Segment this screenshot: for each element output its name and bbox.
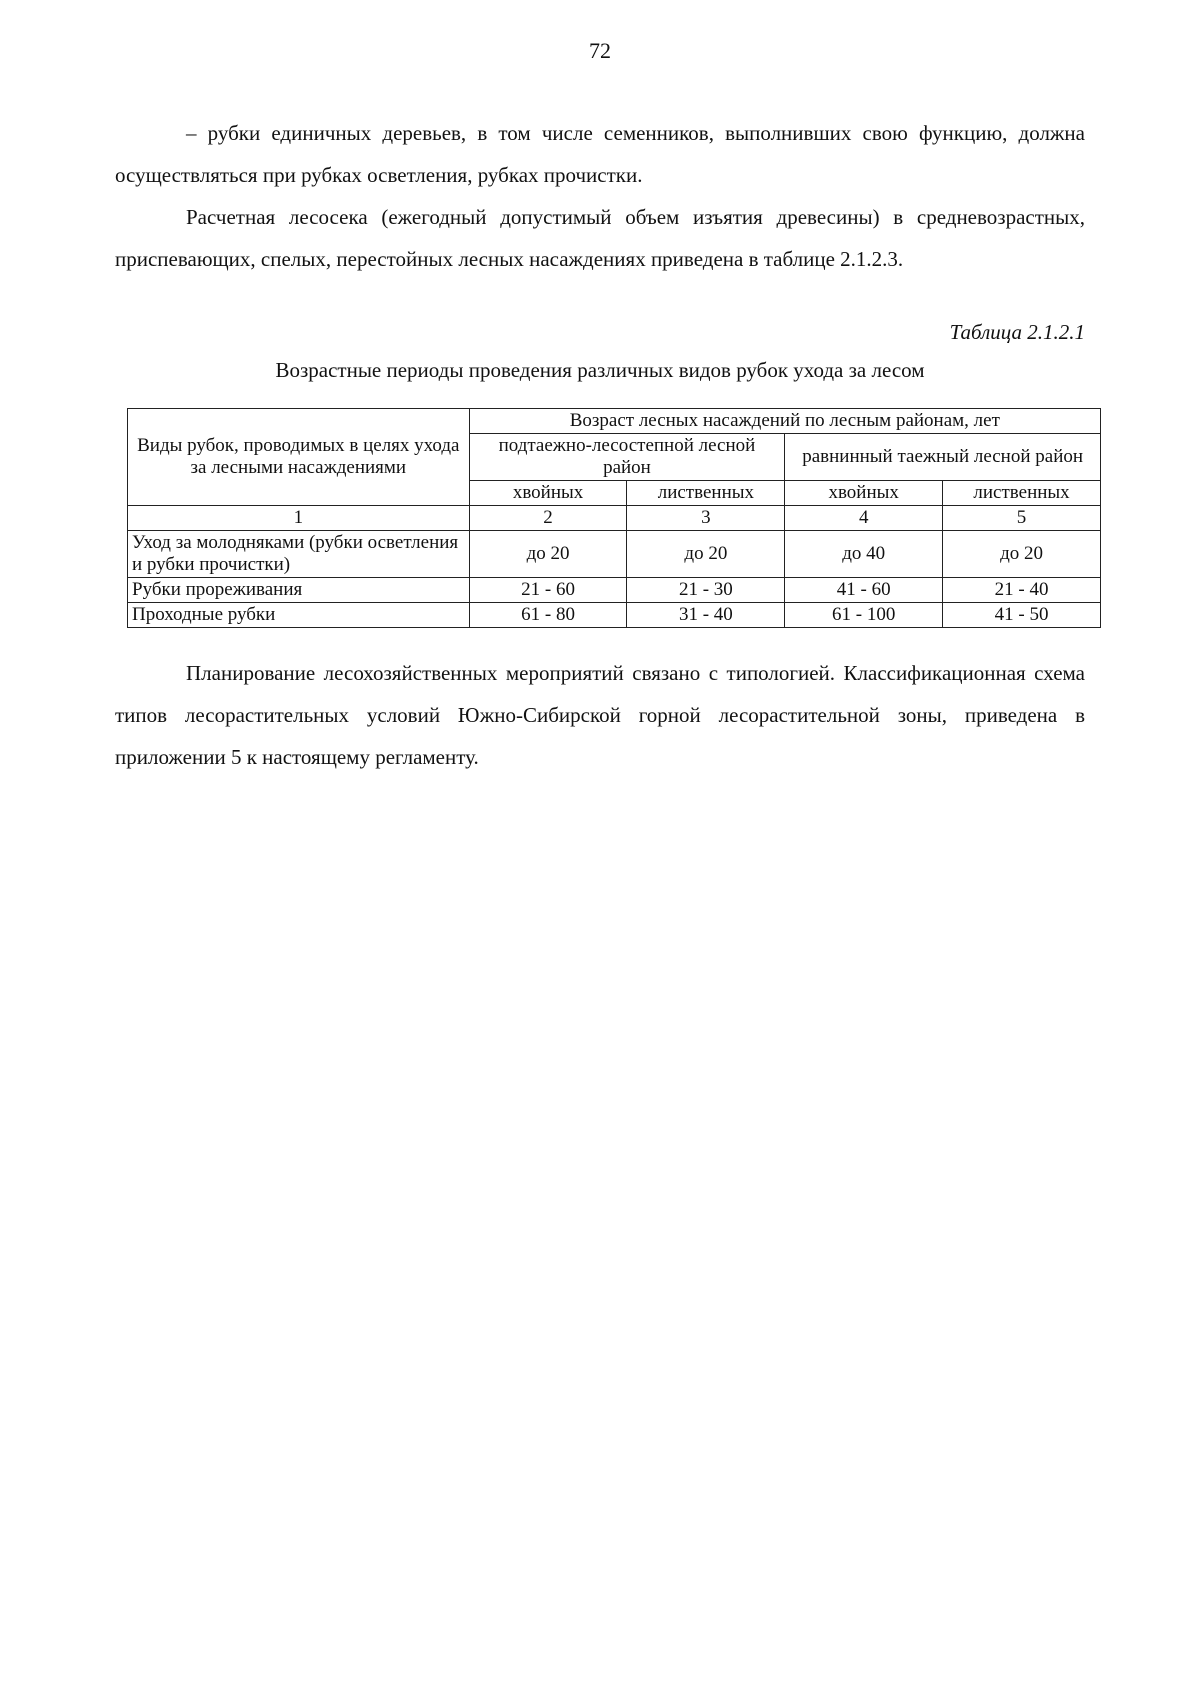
paragraph-3: Планирование лесохозяйственных мероприятий связано с типологией. Классификационная схема типов лесорастительных условий Южно-Сибирской горной лесорастительной зоны, приведена в приложении 5 к настоящему регламенту.: [115, 661, 1085, 769]
paragraph-1: – рубки единичных деревьев, в том числе семенников, выполнивших свою функцию, должна осуществляться при рубках осветления, рубках прочистки.: [115, 121, 1085, 187]
table-column-numbers-row: [128, 506, 1101, 531]
age-periods-table: [127, 408, 1101, 628]
column-number: 3: [627, 506, 785, 531]
header-age: Возраст лесных насаждений по лесным районам, лет: [469, 409, 1100, 434]
row-name: Уход за молодняками (рубки осветления и рубки прочистки): [128, 531, 470, 578]
row-value: до 20: [469, 531, 627, 578]
subheader-cell: хвойных: [785, 481, 943, 506]
row-value: 41 - 60: [785, 578, 943, 603]
paragraph-2: Расчетная лесосека (ежегодный допустимый объем изъятия древесины) в средневозрастных, приспевающих, спелых, перестойных лесных насаждениях приведена в таблице 2.1.2.3.: [115, 205, 1085, 271]
table-header-row: [128, 409, 1101, 434]
table-row: [128, 578, 1101, 603]
header-region-1: подтаежно-лесостепной лесной район: [469, 434, 785, 481]
subheader-cell: лиственных: [627, 481, 785, 506]
row-value: 61 - 80: [469, 603, 627, 628]
row-value: 61 - 100: [785, 603, 943, 628]
row-value: 21 - 30: [627, 578, 785, 603]
column-number: 5: [943, 506, 1101, 531]
table-label: Таблица 2.1.2.1: [949, 320, 1085, 344]
table-title: Возрастные периоды проведения различных видов рубок ухода за лесом: [275, 358, 925, 382]
table-row: [128, 531, 1101, 578]
table-row: [128, 603, 1101, 628]
row-value: 21 - 60: [469, 578, 627, 603]
row-value: 31 - 40: [627, 603, 785, 628]
row-value: до 20: [943, 531, 1101, 578]
column-number: 2: [469, 506, 627, 531]
row-name: Рубки прореживания: [128, 578, 470, 603]
row-value: 21 - 40: [943, 578, 1101, 603]
row-value: до 20: [627, 531, 785, 578]
page-number: 72: [589, 38, 611, 63]
row-name: Проходные рубки: [128, 603, 470, 628]
subheader-cell: лиственных: [943, 481, 1101, 506]
row-value: 41 - 50: [943, 603, 1101, 628]
subheader-cell: хвойных: [469, 481, 627, 506]
column-number: 4: [785, 506, 943, 531]
row-value: до 40: [785, 531, 943, 578]
header-cutting-type: Виды рубок, проводимых в целях ухода за лесными насаждениями: [128, 409, 470, 506]
column-number: 1: [128, 506, 470, 531]
header-region-2: равнинный таежный лесной район: [785, 434, 1101, 481]
